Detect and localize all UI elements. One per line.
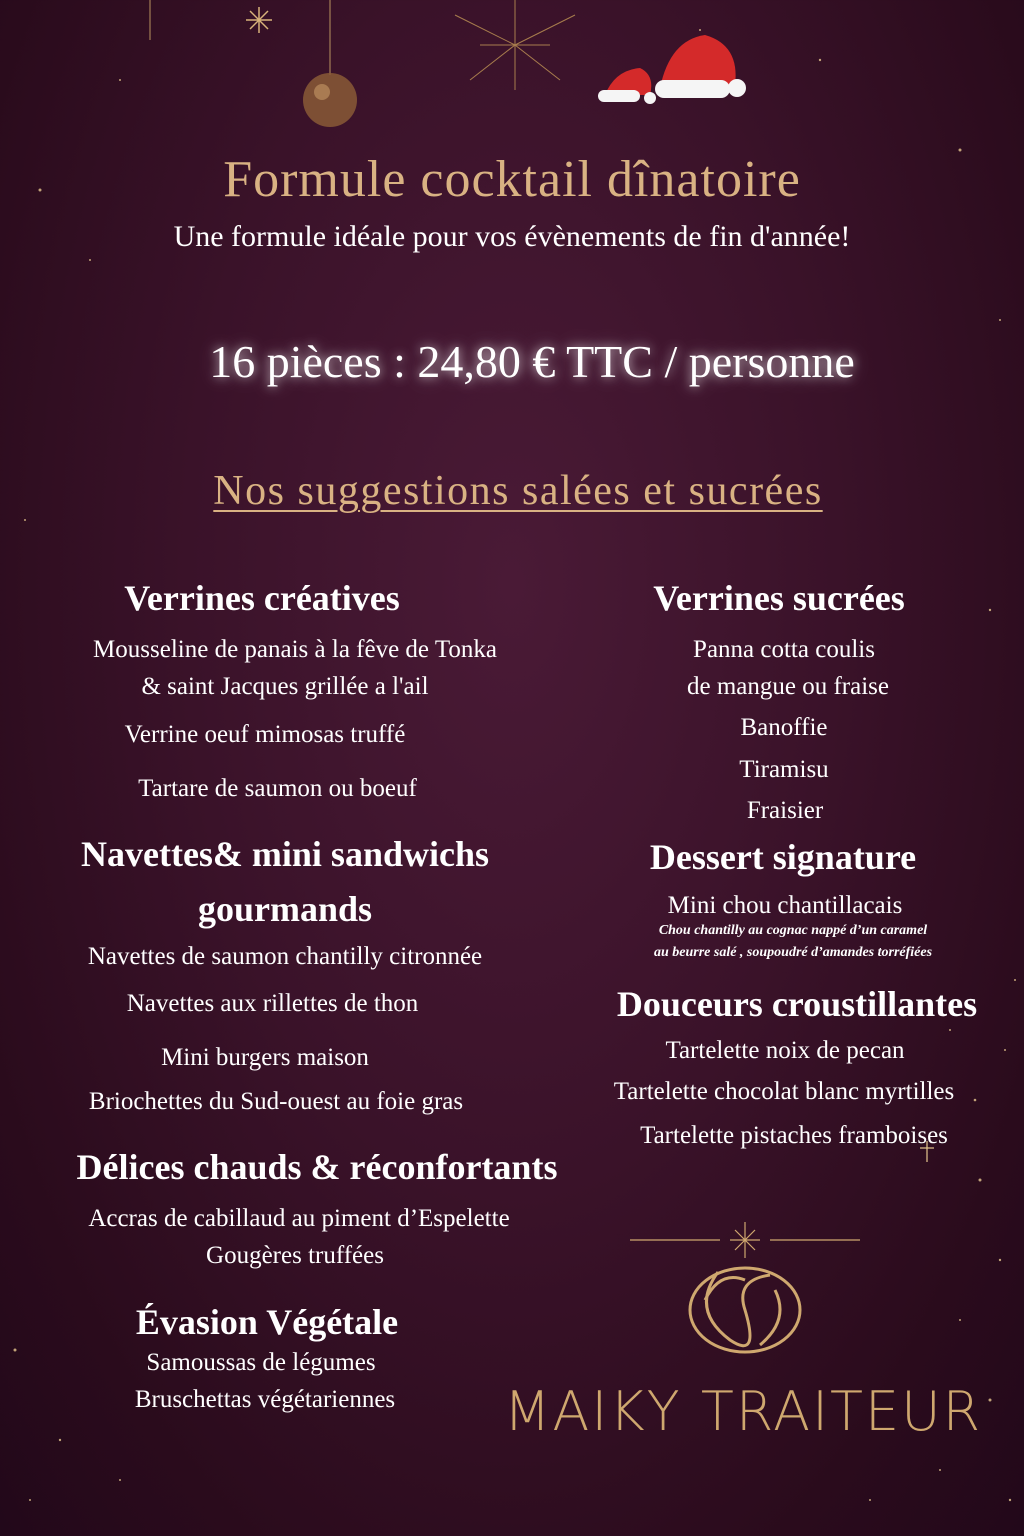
menu-item: Mousseline de panais à la fêve de Tonka [93, 636, 497, 663]
price-line: 16 pièces : 24,80 € TTC / personne [209, 336, 855, 387]
menu-item: Gougères truffées [206, 1242, 384, 1269]
menu-item: Bruschettas végétariennes [134, 1386, 396, 1413]
menu-item: Tartelette noix de pecan [665, 1037, 905, 1064]
heading-dessert-signature: Dessert signature [649, 837, 917, 877]
brand-name: MAIKY TRAITEUR [503, 1380, 983, 1443]
dessert-description-line2: au beurre salé , soupoudré d’amandes torréfiées [653, 945, 933, 960]
menu-item: Navettes aux rillettes de thon [126, 990, 419, 1017]
menu-item: Tiramisu [739, 756, 829, 783]
menu-item: Samoussas de légumes [146, 1349, 376, 1376]
heading-delices: Délices chauds & réconfortants [76, 1147, 558, 1187]
suggestions-heading: Nos suggestions salées et sucrées [213, 468, 823, 514]
page-title: Formule cocktail dînatoire [223, 151, 801, 208]
menu-item: Tartelette pistaches framboises [640, 1122, 948, 1149]
menu-item: Accras de cabillaud au piment d’Espelette [88, 1205, 510, 1232]
menu-item: Briochettes du Sud-ouest au foie gras [88, 1088, 464, 1115]
menu-item: Verrine oeuf mimosas truffé [124, 721, 406, 748]
heading-navettes: Navettes& mini sandwichs [80, 834, 489, 874]
maiky-logo-icon [690, 1268, 800, 1352]
menu-item: Mini burgers maison [161, 1044, 369, 1071]
page-subtitle: Une formule idéale pour vos évènements de fin d'année! [173, 220, 851, 253]
menu-item: Mini chou chantillacais [667, 892, 903, 919]
menu-item: Fraisier [746, 797, 824, 824]
menu-item: Navettes de saumon chantilly citronnée [87, 943, 483, 970]
menu-item: Panna cotta coulis [693, 636, 875, 663]
menu-item: Banoffie [740, 714, 828, 741]
heading-navettes-line2: gourmands [197, 889, 373, 929]
heading-douceurs: Douceurs croustillantes [616, 984, 978, 1024]
menu-item: de mangue ou fraise [686, 673, 889, 700]
menu-item: Tartare de saumon ou boeuf [138, 775, 417, 802]
heading-evasion: Évasion Végétale [135, 1302, 399, 1342]
heading-verrines-sucrees: Verrines sucrées [653, 578, 905, 618]
heading-verrines-creatives: Verrines créatives [124, 578, 400, 618]
dessert-description: Chou chantilly au cognac nappé d’un caramel [658, 923, 928, 938]
menu-item: Tartelette chocolat blanc myrtilles [613, 1078, 955, 1105]
menu-item: & saint Jacques grillée a l'ail [141, 673, 429, 700]
